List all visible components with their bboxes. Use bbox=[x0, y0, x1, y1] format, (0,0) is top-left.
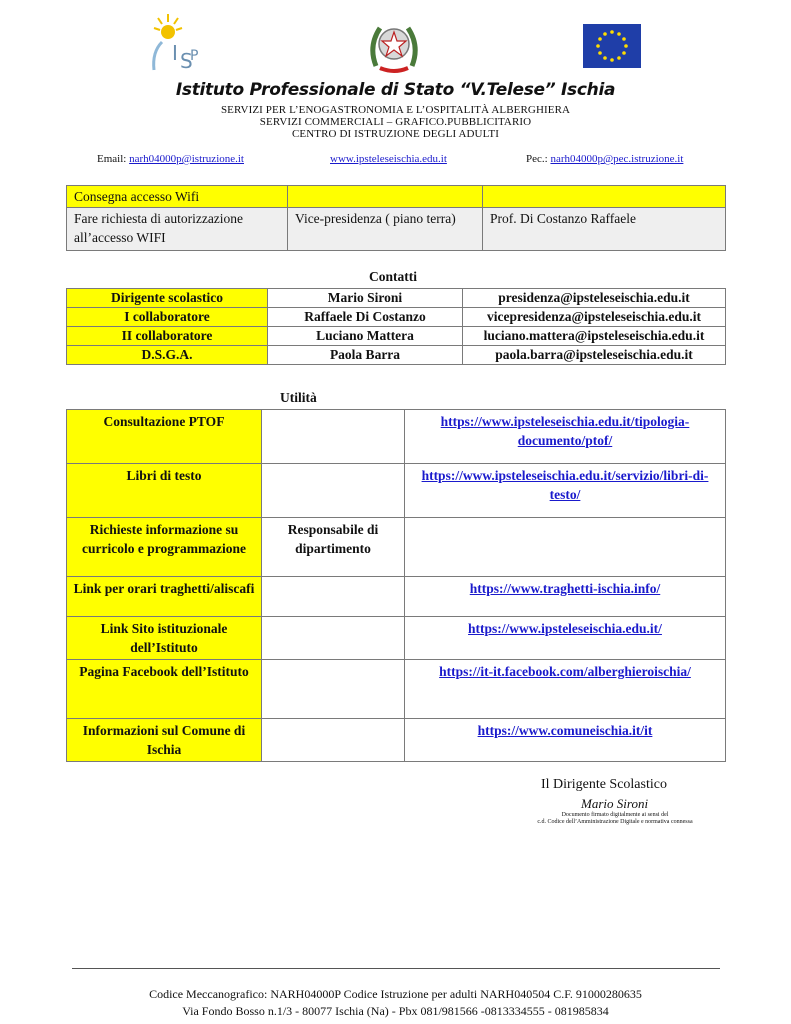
signature-note-line-1: Documento firmato digitalmente ai sensi del bbox=[561, 812, 669, 818]
table-row bbox=[67, 617, 726, 660]
traghetti-link[interactable]: https://www.traghetti-ischia.info/ bbox=[469, 581, 661, 596]
mid-cell bbox=[262, 719, 405, 762]
item-cell: Libri di testo bbox=[67, 464, 262, 518]
table-row bbox=[67, 410, 726, 464]
link-cell bbox=[405, 660, 726, 719]
table-row bbox=[67, 660, 726, 719]
signature-note-line-2: c.d. Codice dell’Amministrazione Digitale e normativa connessa bbox=[537, 819, 693, 825]
name-cell: Luciano Mattera bbox=[268, 327, 463, 346]
name-cell: Paola Barra bbox=[268, 346, 463, 365]
svg-text:P: P bbox=[190, 48, 199, 64]
table-row bbox=[67, 518, 726, 577]
wifi-request-cell: Fare richiesta di autorizzazione all’accesso WIFI bbox=[67, 208, 288, 251]
table-row bbox=[67, 719, 726, 762]
website-contact bbox=[330, 153, 447, 165]
wifi-row bbox=[67, 208, 726, 251]
table-row bbox=[67, 289, 726, 308]
facebook-link[interactable]: https://it-it.facebook.com/alberghieroischia/ bbox=[439, 664, 691, 679]
table-row bbox=[67, 327, 726, 346]
subtitle-line-1: SERVIZI PER L’ENOGASTRONOMIA E L’OSPITALITÀ ALBERGHIERA bbox=[220, 104, 571, 116]
name-cell: Raffaele Di Costanzo bbox=[268, 308, 463, 327]
wifi-table bbox=[66, 185, 726, 251]
institute-title: Istituto Professionale di Stato “V.Telese” Ischia bbox=[175, 80, 616, 100]
item-cell: Pagina Facebook dell’Istituto bbox=[67, 660, 262, 719]
wifi-header-cell: Consegna accesso Wifi bbox=[67, 186, 288, 208]
item-cell: Consultazione PTOF bbox=[67, 410, 262, 464]
email-cell: vicepresidenza@ipsteleseischia.edu.it bbox=[463, 308, 726, 327]
signature-note bbox=[520, 812, 710, 826]
table-row bbox=[67, 308, 726, 327]
wifi-header-empty-cell bbox=[483, 186, 726, 208]
pec-link[interactable]: narh04000p@pec.istruzione.it bbox=[550, 153, 684, 165]
item-cell: Link Sito istituzionale dell’Istituto bbox=[67, 617, 262, 660]
italian-republic-emblem-icon bbox=[366, 18, 422, 76]
eu-flag-icon bbox=[583, 24, 641, 68]
mid-cell bbox=[262, 660, 405, 719]
signature-title: Il Dirigente Scolastico bbox=[541, 777, 667, 792]
table-row bbox=[67, 577, 726, 617]
item-cell: Richieste informazione su curricolo e programmazione bbox=[67, 518, 262, 577]
link-cell bbox=[405, 719, 726, 762]
email-label: Email: bbox=[97, 153, 127, 165]
svg-text:S: S bbox=[180, 49, 193, 73]
sito-link[interactable]: https://www.ipsteleseischia.edu.it/ bbox=[468, 621, 662, 636]
link-cell bbox=[405, 577, 726, 617]
mid-cell bbox=[262, 617, 405, 660]
item-cell: Link per orari traghetti/aliscafi bbox=[67, 577, 262, 617]
subtitle-line-3: CENTRO DI ISTRUZIONE DEGLI ADULTI bbox=[292, 128, 499, 140]
contatti-label: Contatti bbox=[369, 269, 417, 284]
ptof-link[interactable]: https://www.ipsteleseischia.edu.it/tipologia-documento/ptof/ bbox=[440, 414, 690, 448]
role-cell: II collaboratore bbox=[67, 327, 268, 346]
utilita-label: Utilità bbox=[280, 390, 317, 405]
mid-cell bbox=[262, 577, 405, 617]
wifi-header-row bbox=[67, 186, 726, 208]
wifi-contact-cell: Prof. Di Costanzo Raffaele bbox=[483, 208, 726, 251]
comune-link[interactable]: https://www.comuneischia.it/it bbox=[477, 723, 653, 738]
link-cell bbox=[405, 617, 726, 660]
ips-logo-icon bbox=[148, 12, 204, 80]
email-cell: paola.barra@ipsteleseischia.edu.it bbox=[463, 346, 726, 365]
mid-cell bbox=[262, 410, 405, 464]
role-cell: I collaboratore bbox=[67, 308, 268, 327]
svg-text:I: I bbox=[172, 41, 178, 65]
role-cell: Dirigente scolastico bbox=[67, 289, 268, 308]
link-cell bbox=[405, 518, 726, 577]
link-cell bbox=[405, 410, 726, 464]
email-link[interactable]: narh04000p@istruzione.it bbox=[129, 153, 244, 165]
website-link[interactable]: www.ipsteleseischia.edu.it bbox=[330, 153, 447, 165]
email-contact bbox=[97, 153, 244, 165]
footer-line-1: Codice Meccanografico: NARH04000P Codice Istruzione per adulti NARH040504 C.F. 91000280635 bbox=[149, 987, 642, 1001]
libri-link[interactable]: https://www.ipsteleseischia.edu.it/servizio/libri-di-testo/ bbox=[421, 468, 709, 502]
footer-line-2: Via Fondo Bosso n.1/3 - 80077 Ischia (Na) - Pbx 081/981566 -0813334555 - 081985834 bbox=[182, 1004, 609, 1018]
contatti-table bbox=[66, 288, 726, 365]
email-cell: luciano.mattera@ipsteleseischia.edu.it bbox=[463, 327, 726, 346]
pec-label: Pec.: bbox=[526, 153, 548, 165]
pec-contact bbox=[526, 153, 683, 165]
item-cell: Informazioni sul Comune di Ischia bbox=[67, 719, 262, 762]
mid-cell bbox=[262, 464, 405, 518]
table-row bbox=[67, 346, 726, 365]
name-cell: Mario Sironi bbox=[268, 289, 463, 308]
signature-name: Mario Sironi bbox=[581, 796, 649, 811]
footer-divider bbox=[72, 968, 720, 969]
utilita-table bbox=[66, 409, 726, 762]
subtitle-line-2: SERVIZI COMMERCIALI – GRAFICO.PUBBLICITARIO bbox=[259, 116, 532, 128]
wifi-header-empty-cell bbox=[288, 186, 483, 208]
table-row bbox=[67, 464, 726, 518]
mid-cell: Responsabile di dipartimento bbox=[262, 518, 405, 577]
link-cell bbox=[405, 464, 726, 518]
wifi-location-cell: Vice-presidenza ( piano terra) bbox=[288, 208, 483, 251]
email-cell: presidenza@ipsteleseischia.edu.it bbox=[463, 289, 726, 308]
role-cell: D.S.G.A. bbox=[67, 346, 268, 365]
